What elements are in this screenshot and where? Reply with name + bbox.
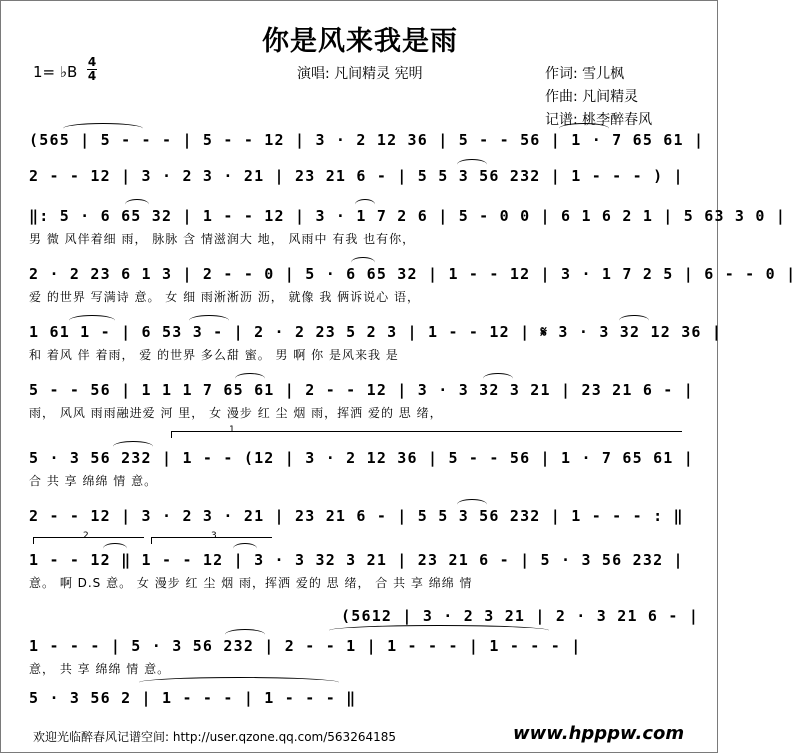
notation-line: 1 - - - | 5 · 3 56 232 | 2 - - 1 | 1 - - - | 1 - - - | bbox=[29, 637, 582, 655]
volta-number-3: 3 bbox=[211, 531, 217, 541]
notation-line: 5 · 3 56 2 | 1 - - - | 1 - - - ‖ bbox=[29, 689, 357, 707]
notation-line: ‖: 5 · 6 65 32 | 1 - - 12 | 3 · 1 7 2 6 | 5 - 0 0 | 6 1 6 2 1 | 5 63 3 0 | bbox=[29, 207, 787, 225]
lyricist-credit: 作词: 雪儿枫 bbox=[545, 66, 625, 82]
volta-bracket-1 bbox=[171, 431, 682, 438]
notation-line: 1 - - 12 ‖ 1 - - 12 | 3 · 3 32 3 21 | 23 21 6 - | 5 · 3 56 232 | bbox=[29, 551, 684, 569]
lyrics-line: 意， 共 享 绵绵 情 意。 bbox=[29, 662, 171, 676]
notation-line: 2 · 2 23 6 1 3 | 2 - - 0 | 5 · 6 65 32 | 1 - - 12 | 3 · 1 7 2 5 | 6 - - 0 | bbox=[29, 265, 796, 283]
notation-line: 2 - - 12 | 3 · 2 3 · 21 | 23 21 6 - | 5 5 3 56 232 | 1 - - - ) | bbox=[29, 167, 684, 185]
notation-line: 2 - - 12 | 3 · 2 3 · 21 | 23 21 6 - | 5 5 3 56 232 | 1 - - - : ‖ bbox=[29, 507, 684, 525]
notation-line: 5 - - 56 | 1 1 1 7 65 61 | 2 - - 12 | 3 · 3 32 3 21 | 23 21 6 - | bbox=[29, 381, 694, 399]
composer-credit: 作曲: 凡间精灵 bbox=[545, 89, 639, 105]
lyrics-line: 合 共 享 绵绵 情 意。 bbox=[29, 474, 158, 488]
singers-credit: 演唱: 凡间精灵 宪明 bbox=[297, 66, 423, 82]
volta-number-1: 1 bbox=[229, 425, 235, 435]
site-watermark: www.hpppw.com bbox=[513, 723, 685, 744]
notation-line: 1 61 1 - | 6 53 3 - | 2 · 2 23 5 2 3 | 1 - - 12 | 𝄋 3 · 3 32 12 36 | bbox=[29, 323, 723, 341]
lyrics-line: 爱 的世界 写满诗 意。 女 细 雨淅淅沥 沥， 就像 我 俩诉说心 语， bbox=[29, 290, 420, 304]
time-signature bbox=[87, 57, 97, 82]
footer-text: 欢迎光临醉春风记谱空间: http://user.qzone.qq.com/563264185 bbox=[33, 730, 397, 744]
transcriber-credit: 记谱: 桃李醉春风 bbox=[545, 112, 653, 128]
song-title: 你是风来我是雨 bbox=[262, 26, 458, 57]
lyrics-line: 意。 啊 D.S 意。 女 漫步 红 尘 烟 雨，挥洒 爱的 思 绪， 合 共 享 绵绵 情 bbox=[29, 576, 473, 590]
interlude-notation: (5612 | 3 · 2 3 21 | 2 · 3 21 6 - | bbox=[341, 607, 700, 625]
notation-line: 5 · 3 56 232 | 1 - - (12 | 3 · 2 12 36 | 5 - - 56 | 1 · 7 65 61 | bbox=[29, 449, 694, 467]
time-signature-bottom: 4 bbox=[87, 69, 97, 83]
volta-number-2: 2 bbox=[83, 531, 89, 541]
key-signature: 1= ♭B bbox=[33, 63, 78, 81]
time-signature-top: 4 bbox=[87, 55, 97, 69]
notation-line: (565 | 5 - - - | 5 - - 12 | 3 · 2 12 36 | 5 - - 56 | 1 · 7 65 61 | bbox=[29, 131, 705, 149]
lyrics-line: 和 着风 伴 着雨， 爱 的世界 多么甜 蜜。 男 啊 你 是风来我 是 bbox=[29, 348, 399, 362]
lyrics-line: 雨， 风风 雨雨融进爱 河 里， 女 漫步 红 尘 烟 雨，挥洒 爱的 思 绪， bbox=[29, 406, 443, 420]
lyrics-line: 男 微 风伴着细 雨， 脉脉 含 情滋润大 地， 风雨中 有我 也有你， bbox=[29, 232, 416, 246]
